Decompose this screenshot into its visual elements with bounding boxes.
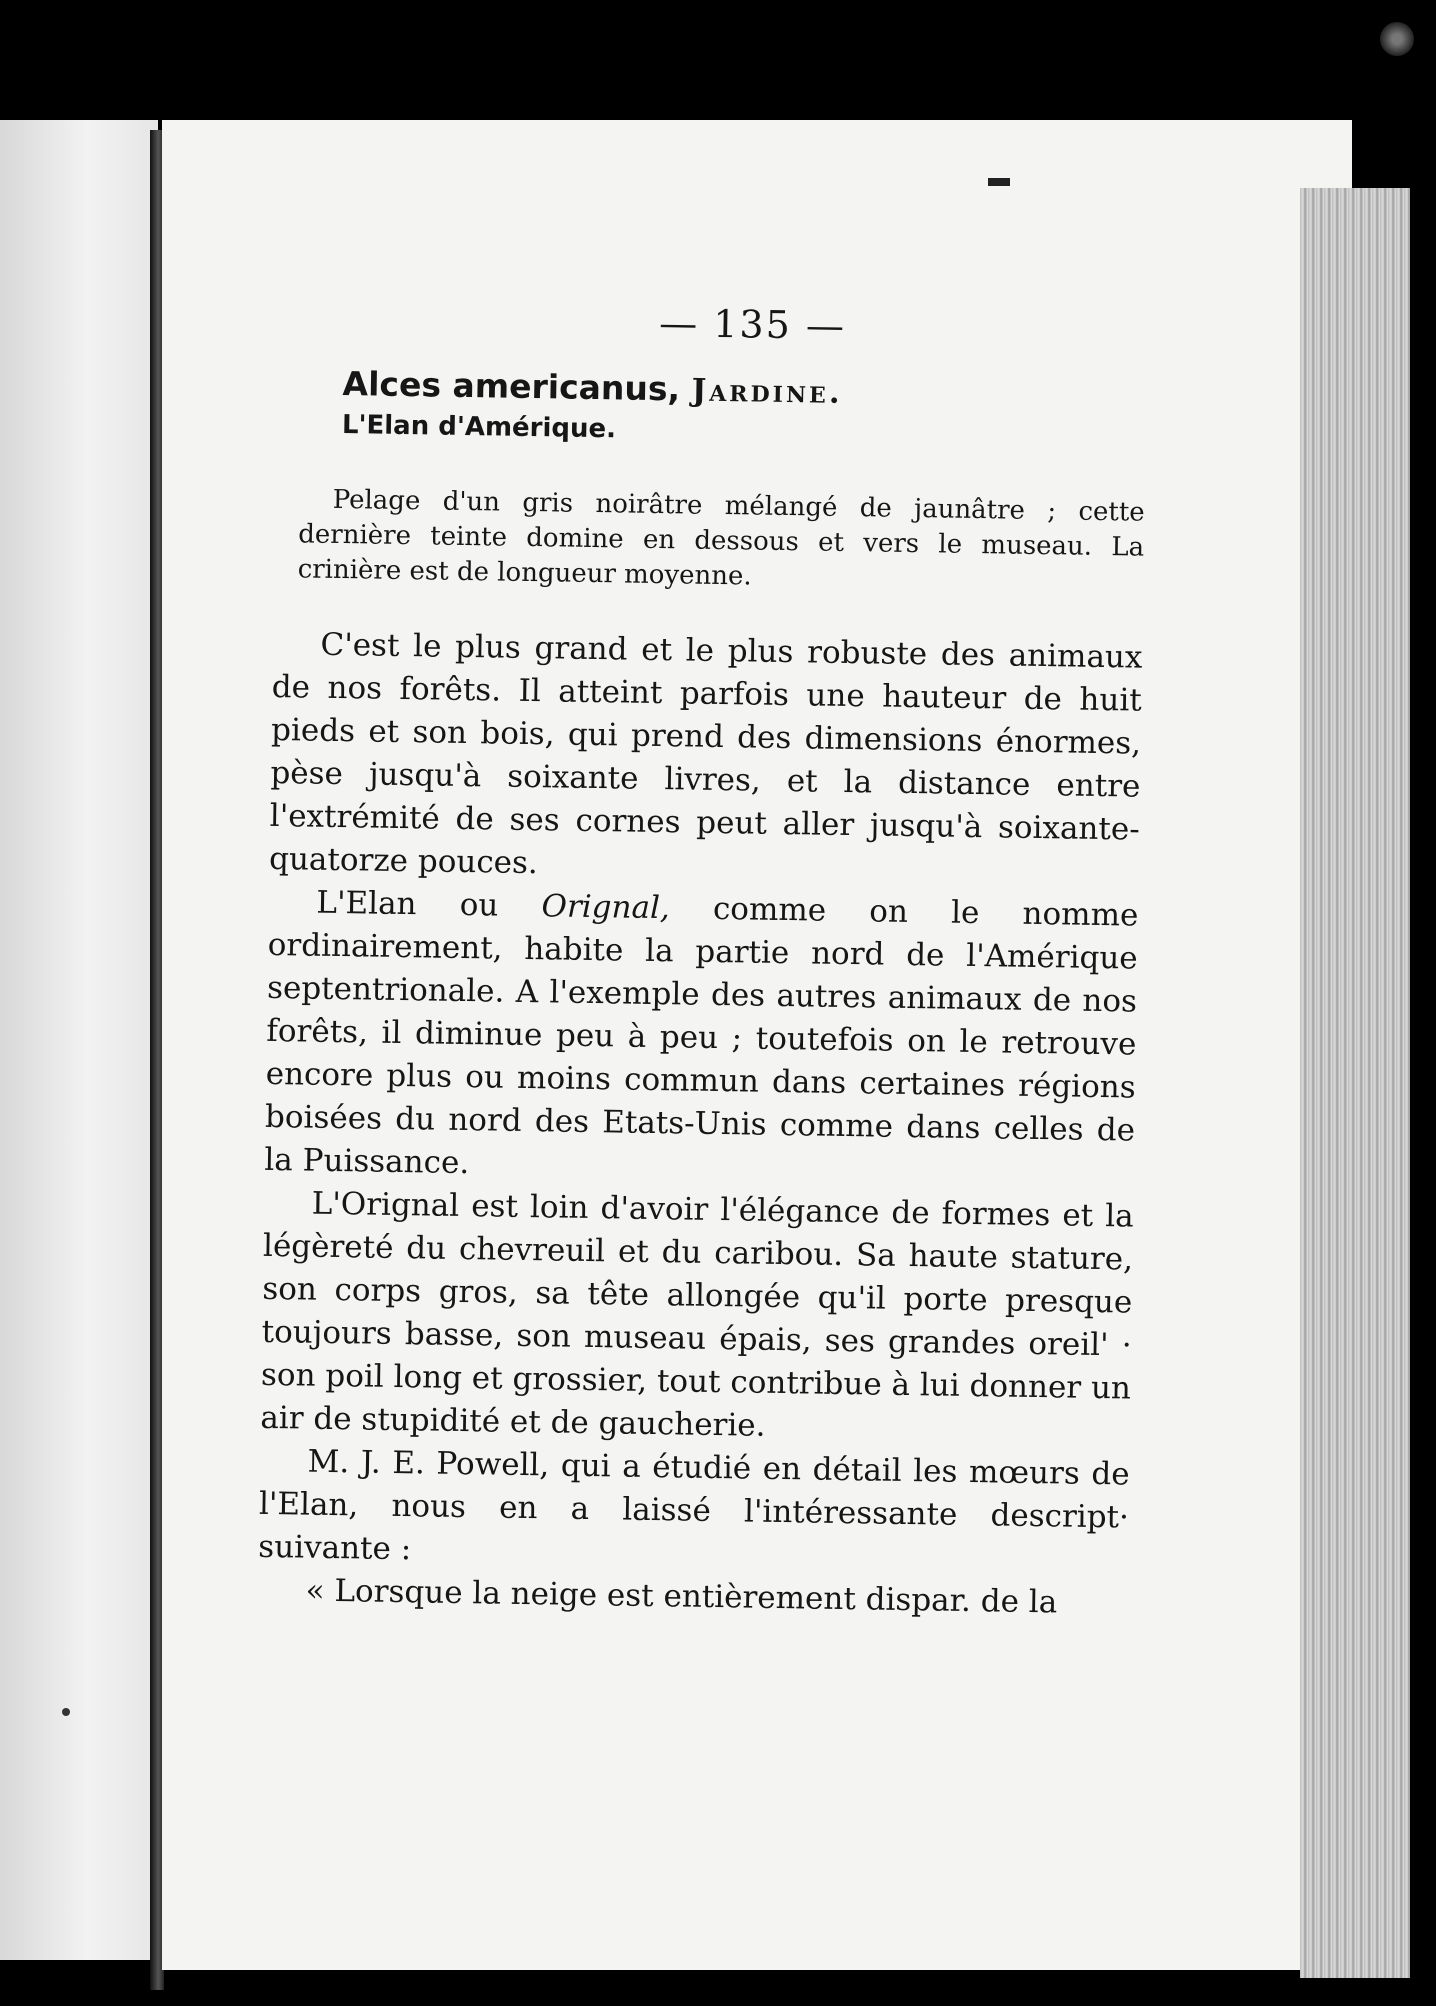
paragraph-quote-start: « Lorsque la neige est entièrement dispar. de la (305, 1572, 1058, 1621)
italic-term: Orignal, (541, 888, 671, 927)
paragraph: C'est le plus grand et le plus robuste des animaux de nos forêts. Il atteint parfois une hauteur de huit pieds et son bois, qui prend des dimensions énormes, pèse jusqu'à soixante livres, et la distance entre l'extrémité de ses cornes peut aller jusqu'à soixante-quatorze pouces. (268, 626, 1143, 882)
left-page-edge (0, 120, 158, 1960)
species-author: Jardine. (691, 372, 843, 411)
paragraph (264, 881, 1139, 1196)
species-latin-name: Alces americanus, (342, 364, 681, 409)
corner-blot (1380, 22, 1414, 56)
page-number: — 135 — (658, 300, 847, 348)
species-description: Pelage d'un gris noirâtre mélangé de jaunâtre ; cette dernière teinte domine en dessous et vers le museau. La crinière est de longueur moyenne. (297, 484, 1145, 592)
paragraph: L'Orignal est loin d'avoir l'élégance de formes et la légèreté du chevreuil et du caribou. Sa haute stature, son corps gros, sa tête allongée qu'il porte presque toujours basse, son museau épais, ses grandes oreil' · son poil long et grossier, tout contribue à lui donner un air de stupidité et de gaucherie. (260, 1185, 1134, 1444)
page-stack-edge (1300, 188, 1410, 1978)
paragraph-lead: L'Elan ou (316, 884, 499, 924)
ink-mark (988, 178, 1010, 186)
species-common-name: L'Elan d'Amérique. (341, 410, 617, 445)
ink-speck (62, 1708, 70, 1716)
paragraph-rest: comme on le nomme ordinairement, habite la partie nord de l'Amérique septentrionale. A l'exemple des autres animaux de nos forêts, il diminue peu à peu ; toutefois on le retrouve encore plus ou moins commun dans certaines régions boisées du nord des Etats-Unis comme dans celles de la Puissance. (264, 890, 1139, 1182)
page-text (257, 295, 1148, 1626)
paragraph: M. J. E. Powell, qui a étudié en détail les mœurs de l'Elan, nous en a laissé l'intéressante descript· suivante : (258, 1443, 1130, 1568)
